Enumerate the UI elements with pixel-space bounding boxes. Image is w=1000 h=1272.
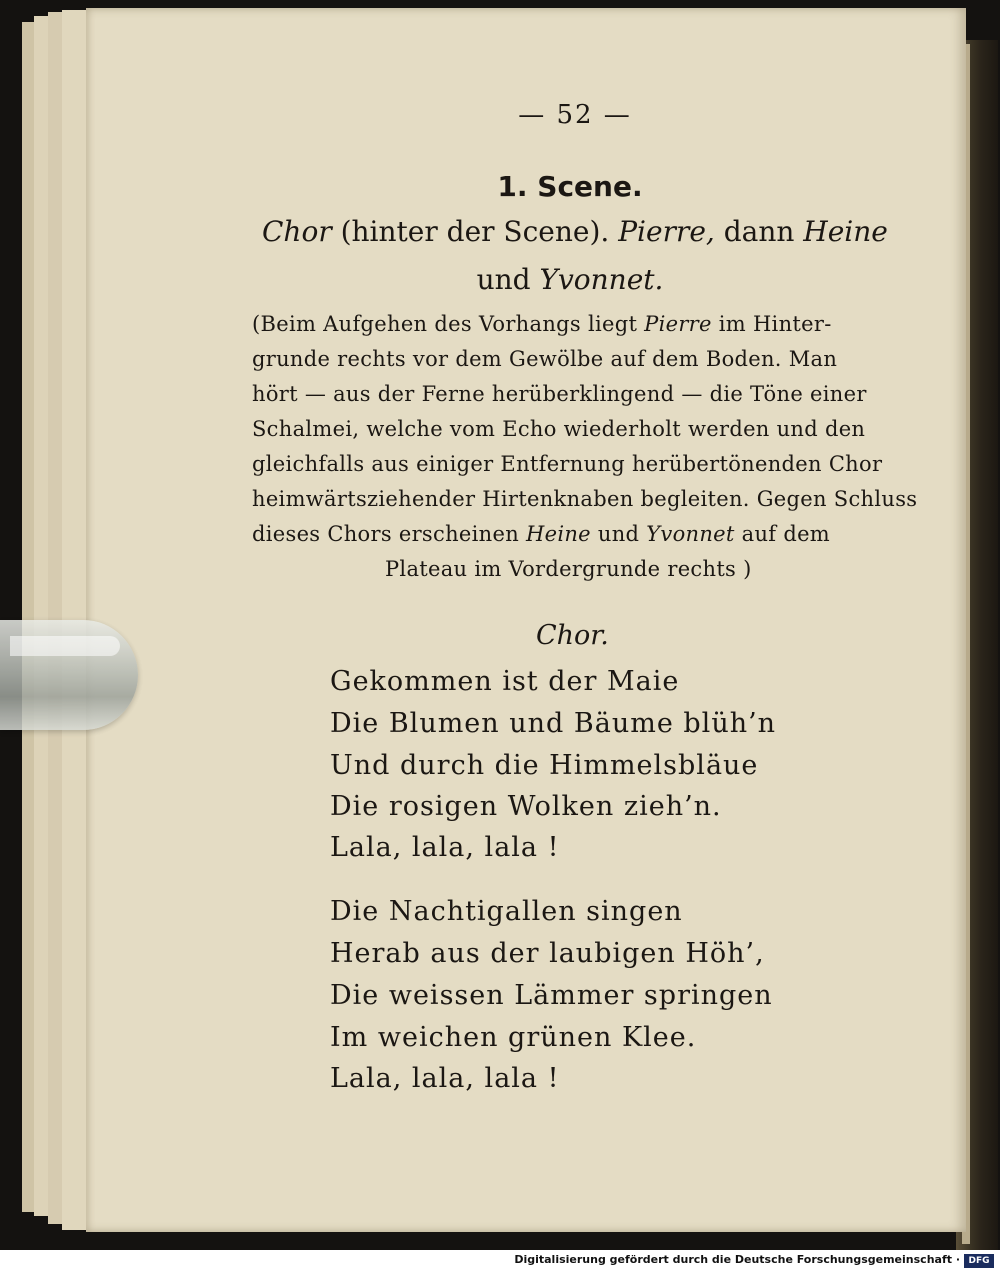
scene-title: 1. Scene. xyxy=(497,170,643,203)
page-number: — 52 — xyxy=(518,100,632,130)
verse-line: Lala, lala, lala ! xyxy=(330,832,560,863)
page-clip-highlight xyxy=(10,636,120,656)
stage-direction-line: heimwärtsziehender Hirtenknaben begleiten. Gegen Schluss xyxy=(252,487,918,511)
stage-direction-line: Plateau im Vordergrunde rechts ) xyxy=(385,557,752,581)
verse-line: Die Blumen und Bäume blüh’n xyxy=(330,708,777,739)
stage-name-yvonnet: Yvonnet xyxy=(646,522,735,546)
stage-text: und xyxy=(590,522,647,546)
verse-line: Und durch die Himmelsbläue xyxy=(330,750,759,781)
verse-line: Im weichen grünen Klee. xyxy=(330,1022,697,1053)
footer-bar xyxy=(0,1250,1000,1272)
verse-line: Die weissen Lämmer springen xyxy=(330,980,773,1011)
verse-line: Die rosigen Wolken zieh’n. xyxy=(330,791,722,822)
heading-mid: (hinter der Scene). xyxy=(331,215,619,248)
heading-chor: Chor xyxy=(262,215,332,248)
verse-line: Herab aus der laubigen Höh’, xyxy=(330,938,765,969)
stage-direction-line: hört — aus der Ferne herüberklingend — die Töne einer xyxy=(252,382,867,406)
dfg-logo: DFG xyxy=(964,1254,994,1268)
stage-text: (Beim Aufgehen des Vorhangs liegt xyxy=(252,312,645,336)
stage-text: im Hinter- xyxy=(711,312,832,336)
stage-name-heine: Heine xyxy=(526,522,591,546)
verse-line: Gekommen ist der Maie xyxy=(330,666,680,697)
scene-heading-line-2 xyxy=(0,263,1000,296)
scene-heading-line-1 xyxy=(262,215,888,248)
stage-direction-line: gleichfalls aus einiger Entfernung herübertönenden Chor xyxy=(252,452,883,476)
heading-yvonnet: Yvonnet. xyxy=(539,263,664,296)
stage-direction-line xyxy=(252,522,830,546)
stage-direction-line xyxy=(252,312,832,336)
chor-heading: Chor. xyxy=(536,620,609,651)
stage-name-pierre: Pierre xyxy=(644,312,712,336)
heading-und: und xyxy=(476,263,540,296)
stage-direction-line: grunde rechts vor dem Gewölbe auf dem Boden. Man xyxy=(252,347,838,371)
stage-text: dieses Chors erscheinen xyxy=(252,522,526,546)
footer-credit: Digitalisierung gefördert durch die Deutsche Forschungsgemeinschaft · xyxy=(514,1253,960,1266)
heading-heine: Heine xyxy=(803,215,888,248)
heading-dann: dann xyxy=(714,215,804,248)
verse-line: Lala, lala, lala ! xyxy=(330,1063,560,1094)
verse-line: Die Nachtigallen singen xyxy=(330,896,683,927)
heading-pierre: Pierre, xyxy=(618,215,715,248)
stage-direction-line: Schalmei, welche vom Echo wiederholt werden und den xyxy=(252,417,866,441)
stage-text: auf dem xyxy=(734,522,831,546)
